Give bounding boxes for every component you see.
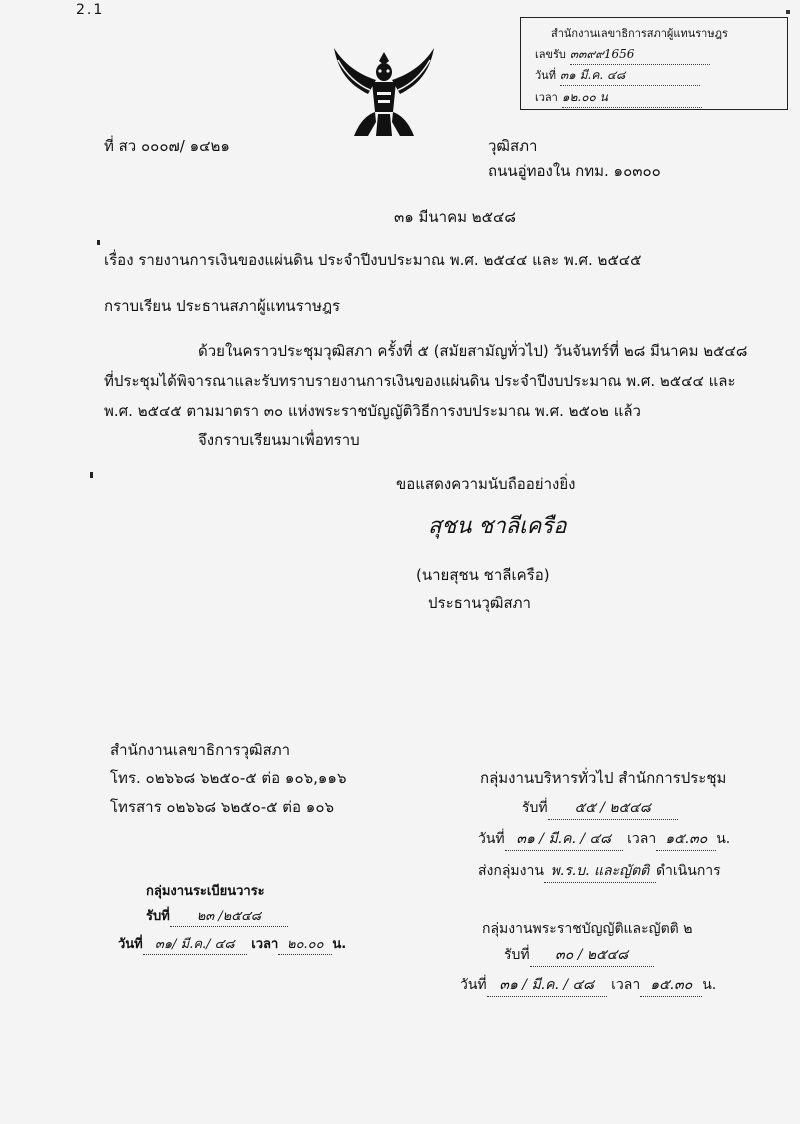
admin-stamp-recv-label: รับที่ — [522, 800, 548, 816]
garuda-emblem-icon — [328, 44, 440, 144]
registry-stamp-recv-label: รับที่ — [146, 909, 170, 924]
reference-number: ที่ สว ๐๐๐๗/ ๑๔๒๑ — [104, 137, 230, 155]
bills-stamp-date-row — [460, 974, 716, 997]
registry-stamp-date-label: วันที่ — [118, 937, 143, 952]
bills-stamp-time-label: เวลา — [611, 977, 641, 993]
handwritten-signature: สุชน ชาลีเครือ — [428, 514, 567, 539]
registry-stamp-time-suffix: น. — [332, 937, 347, 952]
receipt-stamp-reg-label: เลขรับ — [535, 48, 566, 61]
registry-stamp-recv-row — [146, 905, 288, 927]
bills-stamp-title: กลุ่มงานพระราชบัญญัติและญัตติ ๒ — [482, 921, 693, 937]
admin-stamp-time-suffix: น. — [716, 831, 731, 847]
admin-stamp-recv-row — [522, 797, 678, 820]
scan-speck — [786, 10, 790, 14]
admin-stamp-date-row — [478, 828, 730, 851]
footer-fax: โทรสาร ๐๒๖๖๘ ๖๒๕๐-๕ ต่อ ๑๐๖ — [110, 798, 334, 816]
admin-stamp-recv-value: ๕๕ / ๒๕๔๘ — [548, 797, 678, 820]
sender-organization: วุฒิสภา — [488, 137, 538, 155]
bills-stamp-date-label: วันที่ — [460, 977, 487, 993]
admin-stamp-send-row — [478, 860, 721, 883]
bills-stamp-recv-label: รับที่ — [504, 947, 530, 963]
admin-stamp-date-label: วันที่ — [478, 831, 505, 847]
signer-title: ประธานวุฒิสภา — [428, 594, 531, 612]
letter-salutation: กราบเรียน ประธานสภาผู้แทนราษฎร — [104, 297, 341, 315]
admin-stamp-send-label: ส่งกลุ่มงาน — [478, 863, 544, 879]
scan-speck — [90, 472, 93, 478]
registry-stamp-date-row — [118, 933, 346, 955]
receipt-stamp — [520, 17, 788, 110]
receipt-stamp-time-label: เวลา — [535, 91, 558, 104]
scan-speck — [97, 240, 100, 245]
letter-subject: เรื่อง รายงานการเงินของแผ่นดิน ประจำปีงบประมาณ พ.ศ. ๒๕๔๔ และ พ.ศ. ๒๕๔๕ — [104, 251, 642, 269]
receipt-stamp-reg-value: ๓๓๙๙1656 — [570, 45, 710, 65]
bills-stamp-recv-row — [504, 944, 654, 967]
footer-telephone: โทร. ๐๒๖๖๘ ๖๒๕๐-๕ ต่อ ๑๐๖,๑๑๖ — [110, 769, 347, 787]
body-line-4: จึงกราบเรียนมาเพื่อทราบ — [198, 431, 360, 449]
signer-name: (นายสุชน ชาลีเครือ) — [416, 566, 550, 584]
registry-stamp-recv-value: ๒๓ /๒๕๔๘ — [170, 905, 288, 927]
corner-mark: 2.1 — [76, 2, 105, 18]
bills-stamp-date-value: ๓๑ / มี.ค. / ๔๘ — [487, 974, 607, 997]
registry-stamp-title: กลุ่มงานระเบียนวาระ — [146, 884, 265, 899]
registry-stamp-time-label: เวลา — [251, 937, 279, 952]
admin-stamp-send-suffix: ดำเนินการ — [655, 863, 721, 879]
receipt-stamp-office: สำนักงานเลขาธิการสภาผู้แทนราษฎร — [551, 27, 728, 40]
bills-stamp-recv-value: ๓๐ / ๒๕๔๘ — [530, 944, 654, 967]
admin-stamp-title: กลุ่มงานบริหารทั่วไป สำนักการประชุม — [480, 769, 727, 787]
receipt-stamp-date-row — [535, 66, 700, 86]
admin-stamp-time-label: เวลา — [627, 831, 657, 847]
receipt-stamp-time-value: ๑๒.๐๐ น — [562, 88, 702, 108]
admin-stamp-send-value: พ.ร.บ. และญัตติ — [544, 860, 656, 883]
registry-stamp-date-value: ๓๑/ มี.ค./ ๔๘ — [143, 933, 247, 955]
bills-stamp-time-value: ๑๕.๓๐ — [640, 974, 702, 997]
footer-office: สำนักงานเลขาธิการวุฒิสภา — [110, 741, 291, 759]
registry-stamp-time-value: ๒๐.๐๐ — [278, 933, 332, 955]
body-line-1: ด้วยในคราวประชุมวุฒิสภา ครั้งที่ ๕ (สมัยสามัญทั่วไป) วันจันทร์ที่ ๒๘ มีนาคม ๒๕๔๘ — [198, 342, 748, 360]
sender-address: ถนนอู่ทองใน กทม. ๑๐๓๐๐ — [488, 162, 661, 180]
admin-stamp-time-value: ๑๕.๓๐ — [656, 828, 716, 851]
closing-phrase: ขอแสดงความนับถืออย่างยิ่ง — [396, 475, 576, 493]
body-line-3: พ.ศ. ๒๕๔๕ ตามมาตรา ๓๐ แห่งพระราชบัญญัติวิธีการงบประมาณ พ.ศ. ๒๕๐๒ แล้ว — [104, 402, 641, 420]
body-line-2: ที่ประชุมได้พิจารณาและรับทราบรายงานการเงินของแผ่นดิน ประจำปีงบประมาณ พ.ศ. ๒๕๔๔ และ — [104, 372, 736, 390]
receipt-stamp-time-row — [535, 88, 702, 108]
bills-stamp-time-suffix: น. — [702, 977, 717, 993]
admin-stamp-date-value: ๓๑ / มี.ค. / ๔๘ — [505, 828, 623, 851]
receipt-stamp-reg-row — [535, 45, 710, 65]
receipt-stamp-date-value: ๓๑ มี.ค. ๔๘ — [560, 66, 700, 86]
letter-date: ๓๑ มีนาคม ๒๕๔๘ — [394, 208, 516, 226]
receipt-stamp-date-label: วันที่ — [535, 69, 556, 82]
